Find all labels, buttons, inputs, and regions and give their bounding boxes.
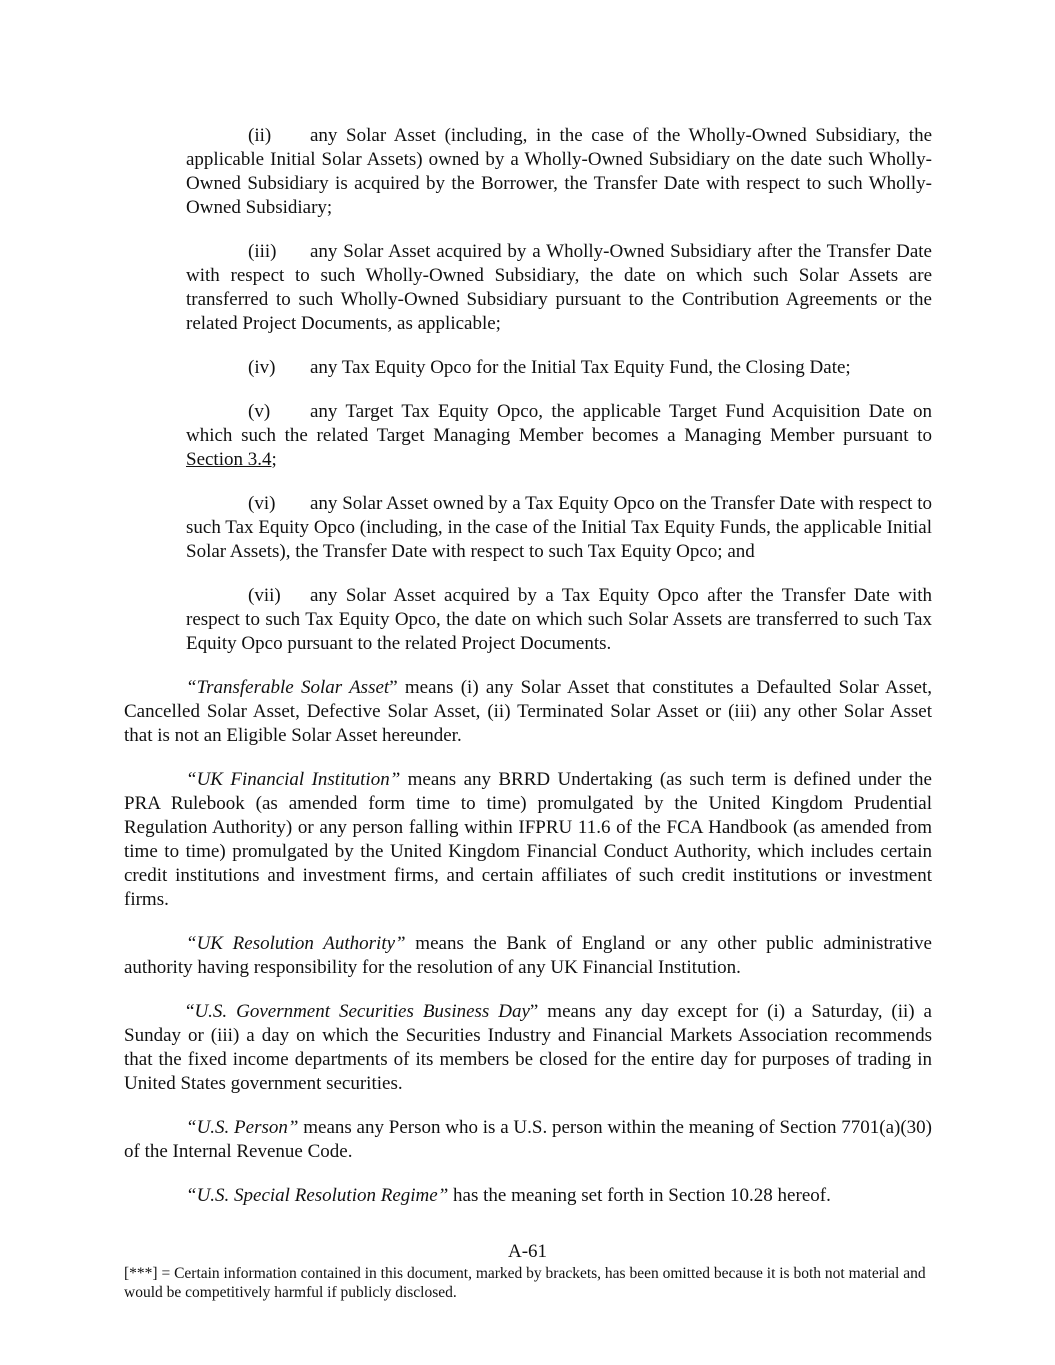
item-text: any Solar Asset owned by a Tax Equity Opco on the Transfer Date with respect to such Tax Equity Opco (including, in the case of the Initial Tax Equity Funds, the applicable Initial Solar Assets), the Transfer Date with respect to such Tax Equity Opco; and — [186, 493, 932, 562]
definition-paragraph — [124, 768, 932, 912]
document-body — [124, 124, 932, 1208]
item-text: any Tax Equity Opco for the Initial Tax Equity Fund, the Closing Date; — [310, 357, 851, 378]
item-number: (vi) — [248, 493, 276, 514]
item-text: any Target Tax Equity Opco, the applicable Target Fund Acquisition Date on which such the related Target Managing Member becomes a Managing Member pursuant to — [186, 401, 932, 446]
item-text: any Solar Asset (including, in the case of the Wholly-Owned Subsidiary, the applicable Initial Solar Assets) owned by a Wholly-Owned Subsidiary on the date such Wholly-Owned Subsidiary is acquired by the Borrower, the Transfer Date with respect to such Wholly-Owned Subsidiary; — [186, 125, 932, 218]
item-number: (iii) — [248, 241, 277, 262]
definition-text: means any BRRD Undertaking (as such term is defined under the PRA Rulebook (as amended form time to time) promulgated by the United Kingdom Prudential Regulation Authority) or any person falling within IFPRU 11.6 of the FCA Handbook (as amended from time to time) promulgated by the United Kingdom Financial Conduct Authority, which includes certain credit institutions and investment firms, and certain affiliates of such credit institutions or investment firms. — [124, 769, 932, 910]
defined-term: “Transferable Solar Asset — [186, 677, 390, 698]
item-text: any Solar Asset acquired by a Tax Equity Opco after the Transfer Date with respect to such Tax Equity Opco, the date on which such Solar Assets are transferred to such Tax Equity Opco pursuant to the related Project Documents. — [186, 585, 932, 654]
section-reference-link[interactable]: Section 3.4 — [186, 449, 272, 470]
confidentiality-footer: [***] = Certain information contained in this document, marked by brackets, has been omitted because it is both not material and would be competitively harmful if publicly disclosed. — [124, 1265, 926, 1301]
list-item — [186, 400, 932, 472]
list-item — [186, 124, 932, 220]
item-number: (vii) — [248, 585, 281, 606]
item-text-end: ; — [271, 449, 277, 470]
definition-paragraph — [124, 932, 932, 980]
definition-text: has the meaning set forth in Section 10.28 hereof. — [448, 1185, 831, 1206]
definition-paragraph — [124, 1116, 932, 1164]
defined-term: “UK Financial Institution” — [186, 769, 401, 790]
item-number: (v) — [248, 401, 271, 422]
definition-paragraph — [124, 676, 932, 748]
definition-text: means any day except for (i) a Saturday, (ii) a Sunday or (iii) a day on which the Securities Industry and Financial Markets Association recommends that the fixed income departments of its members be closed for the entire day for purposes of trading in United States government securities. — [124, 1001, 932, 1094]
definition-paragraph — [124, 1184, 932, 1208]
list-item — [186, 492, 932, 564]
definition-paragraph — [124, 1000, 932, 1096]
term-open-quote: “ — [186, 1001, 195, 1022]
list-item — [186, 356, 932, 380]
definition-text: means any Person who is a U.S. person within the meaning of Section 7701(a)(30) of the Internal Revenue Code. — [124, 1117, 933, 1162]
defined-term: “U.S. Person” — [186, 1117, 299, 1138]
item-number: (ii) — [248, 125, 272, 146]
list-item — [186, 240, 932, 336]
list-item — [186, 584, 932, 656]
item-number: (iv) — [248, 357, 276, 378]
term-close-quote: ” — [389, 677, 398, 698]
defined-term: U.S. Government Securities Business Day — [194, 1001, 530, 1022]
page-number: A-61 — [507, 1241, 548, 1262]
definition-text: means (i) any Solar Asset that constitutes a Defaulted Solar Asset, Cancelled Solar Asset, Defective Solar Asset, (ii) Terminated Solar Asset or (iii) any other Solar Asset that is not an Eligible Solar Asset hereunder. — [124, 677, 932, 746]
definition-text: means the Bank of England or any other public administrative authority having responsibility for the resolution of any UK Financial Institution. — [124, 933, 932, 978]
item-text: any Solar Asset acquired by a Wholly-Owned Subsidiary after the Transfer Date with respect to such Wholly-Owned Subsidiary, the date on which such Solar Assets are transferred to such Wholly-Owned Subsidiary pursuant to the Contribution Agreements or the related Project Documents, as applicable; — [186, 241, 932, 334]
defined-term: “U.S. Special Resolution Regime” — [186, 1185, 449, 1206]
defined-term: “UK Resolution Authority” — [186, 933, 406, 954]
term-close-quote: ” — [529, 1001, 539, 1022]
